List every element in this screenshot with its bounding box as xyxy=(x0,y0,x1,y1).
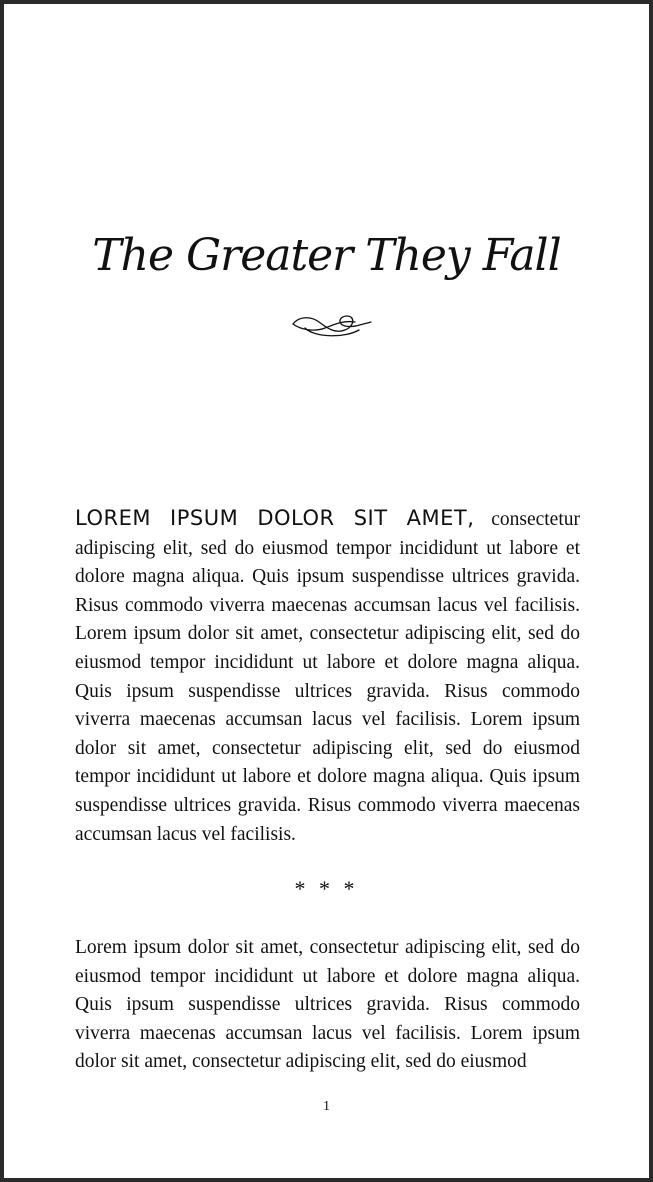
second-paragraph: Lorem ipsum dolor sit amet, consectetur adipiscing elit, sed do eiusmod tempor incididunt ut labore et dolore magna aliqua. Quis ipsum suspendisse ultrices gravida. Risus commodo viverra maecenas accumsan lacus vel facilisis. Lorem ipsum dolor sit amet, consectetur adipiscing elit, sed do eiusmod xyxy=(75,937,580,1073)
book-title: The Greater They Fall xyxy=(92,230,561,281)
chapter-opening-paragraph xyxy=(75,504,580,849)
page-number: 1 xyxy=(323,1099,330,1114)
chapter-lead-in: LOREM IPSUM DOLOR SIT AMET, xyxy=(75,506,475,530)
book-page xyxy=(4,4,649,1178)
ornamental-flourish-icon xyxy=(285,308,375,340)
paragraph-text: consectetur adipiscing elit, sed do eiusmod tempor incididunt ut labore et dolore magna aliqua. Quis ipsum suspendisse ultrices gravida. Risus commodo viverra maecenas accumsan lacus vel facilisis. Lorem ipsum dolor sit amet, consectetur adipiscing elit, sed do eiusmod tempor incididunt ut labore et dolore magna aliqua. Quis ipsum suspendisse ultrices gravida. Risus commodo viverra maecenas accumsan lacus vel facilisis. Lorem ipsum dolor sit amet, consectetur adipiscing elit, sed do eiusmod tempor incididunt ut labore et dolore magna aliqua. Quis ipsum suspendisse ultrices gravida. Risus commodo viverra maecenas accumsan lacus vel facilisis. xyxy=(75,509,580,845)
scene-break: * * * xyxy=(294,876,359,901)
